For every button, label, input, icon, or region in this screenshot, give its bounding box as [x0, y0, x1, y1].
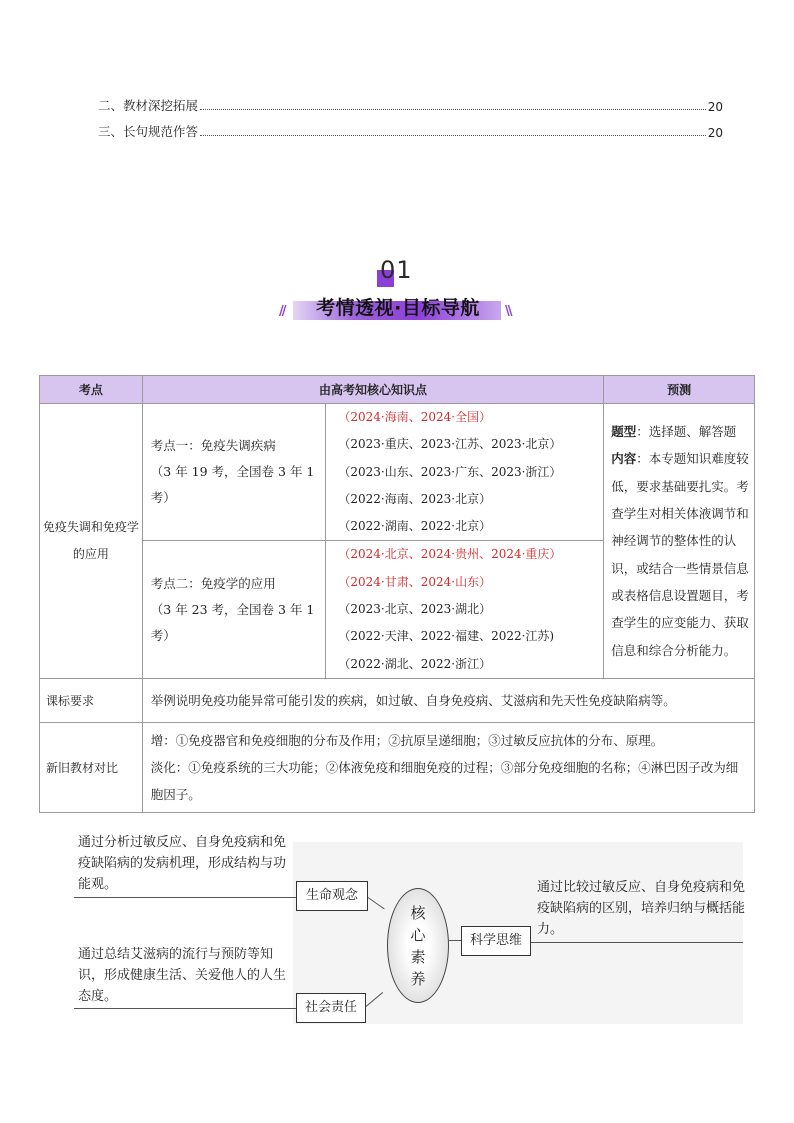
prediction-cell: [604, 404, 755, 679]
knowledge-point-title: 考点二：免疫学的应用: [150, 575, 276, 591]
standard-text: 举例说明免疫功能异常可能引发的疾病，如过敏、自身免疫病、艾滋病和先天性免疫缺陷病等。: [142, 678, 754, 722]
exam-years-2: [326, 541, 604, 678]
content-text: ：本专题知识难度较低，要求基础要扎实。考查学生对相关体液调节和神经调节的整体性的认识，或结合一些情景信息或表格信息设置题目，考查学生的应变能力、获取信息和综合分析能力。: [611, 451, 749, 658]
question-type-text: ：选择题、解答题: [636, 424, 737, 440]
topic-cell: 免疫失调和免疫学的应用: [40, 404, 143, 679]
slash-decoration-left: //: [279, 304, 285, 319]
toc-entry[interactable]: [98, 96, 723, 114]
exam-year-line: （2024·北京、2024·贵州、2024·重庆）: [338, 547, 562, 562]
toc-entry[interactable]: [98, 122, 723, 140]
table-row: [40, 722, 755, 812]
exam-year-line: （2024·海南、2024·全国）: [338, 410, 492, 424]
header-topic: 考点: [40, 376, 143, 404]
toc-page-number: 20: [707, 126, 723, 140]
scientific-thinking-box: 科学思维: [461, 926, 531, 956]
compare-label: 新旧教材对比: [40, 722, 143, 812]
table-header-row: [40, 376, 755, 404]
scientific-thinking-description: 通过比较过敏反应、自身免疫病和免疫缺陷病的区别，培养归纳与概括能力。: [537, 880, 746, 937]
compare-added: 增：①免疫器官和免疫细胞的分布及作用；②抗原呈递细胞；③过敏反应抗体的分布、原理。: [150, 732, 664, 748]
scientific-thinking-line: [531, 942, 743, 943]
exam-year-line: （2022·湖南、2022·北京）: [338, 519, 492, 534]
exam-year-line: （2023·重庆、2023·江苏、2023·北京）: [338, 437, 562, 452]
table-row: [40, 678, 755, 722]
header-prediction: 预测: [604, 376, 755, 404]
question-type-label: 题型: [611, 424, 637, 440]
toc-label: 二、教材深挖拓展: [98, 98, 199, 113]
exam-overview-table: [39, 375, 755, 813]
slash-decoration-right: \\: [505, 304, 511, 319]
standard-label: 课标要求: [40, 678, 143, 722]
compare-weakened: 淡化：①免疫系统的三大功能；②体液免疫和细胞免疫的过程；③部分免疫细胞的名称；④淋巴因子改为细胞因子。: [150, 759, 739, 802]
life-concept-line: [74, 897, 296, 898]
life-concept-description: 通过分析过敏反应、自身免疫病和免疫缺陷病的发病机理，形成结构与功能观。: [78, 835, 287, 892]
toc-label: 三、长句规范作答: [98, 124, 199, 139]
exam-years-1: [326, 404, 604, 541]
knowledge-point-title: 考点一：免疫失调疾病: [150, 438, 276, 454]
section-title: 考情透视·目标导航: [316, 297, 480, 319]
exam-year-line: （2024·甘肃、2024·山东）: [338, 574, 492, 589]
social-responsibility-line: [74, 1008, 296, 1009]
knowledge-point-stats: （3 年 19 考，全国卷 3 年 1 考）: [150, 464, 315, 506]
table-row: [40, 404, 755, 541]
exam-year-line: （2022·天津、2022·福建、2022·江苏): [338, 629, 555, 644]
life-concept-box: 生命观念: [296, 881, 368, 911]
social-responsibility-box: 社会责任: [296, 993, 366, 1023]
exam-year-line: （2023·山东、2023·广东、2023·浙江）: [338, 464, 562, 479]
header-knowledge: 由高考知核心知识点: [142, 376, 604, 404]
social-responsibility-description: 通过总结艾滋病的流行与预防等知识，形成健康生活、关爱他人的人生态度。: [78, 947, 287, 1004]
core-literacy-label: 核心素养: [410, 904, 426, 988]
content-label: 内容: [611, 451, 637, 467]
exam-year-line: （2022·湖北、2022·浙江）: [338, 656, 492, 671]
toc-page-number: 20: [707, 100, 723, 114]
exam-year-line: （2023·北京、2023·湖北）: [338, 602, 492, 617]
connector-line: [449, 940, 461, 941]
toc-leader-dots: [200, 135, 706, 136]
section-number: 01: [380, 256, 413, 284]
knowledge-point-stats: （3 年 23 考，全国卷 3 年 1 考）: [150, 601, 315, 643]
compare-cell: [142, 722, 754, 812]
knowledge-point-1: [142, 404, 326, 541]
exam-year-line: （2022·海南、2023·北京）: [338, 491, 492, 506]
knowledge-point-2: [142, 541, 326, 678]
toc-leader-dots: [200, 109, 706, 110]
